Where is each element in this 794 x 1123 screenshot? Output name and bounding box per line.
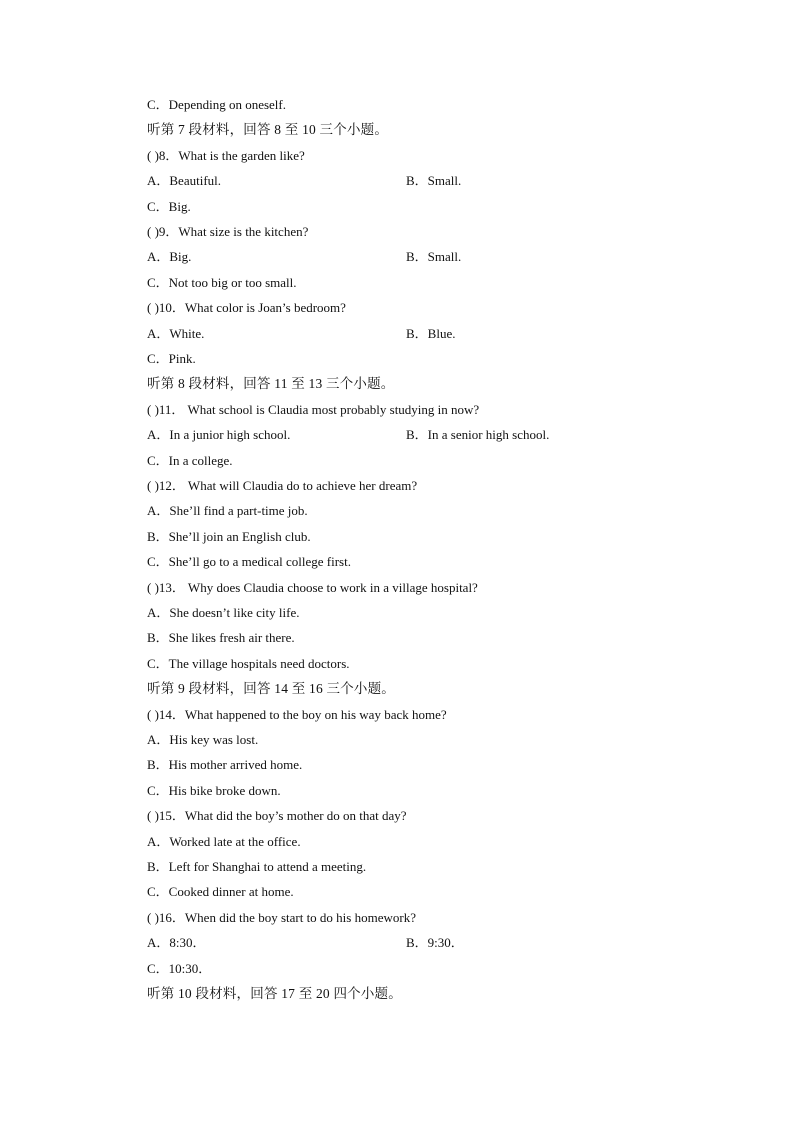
question-line	[147, 781, 281, 801]
question-line	[147, 171, 462, 191]
line-text: ( )8．What is the garden like?	[147, 147, 305, 163]
line-text: C．In a college.	[147, 452, 233, 468]
question-line	[147, 298, 346, 318]
question-line	[147, 349, 196, 369]
line-text: C．Big.	[147, 198, 191, 214]
line-text: A．She doesn’t like city life.	[147, 605, 300, 620]
question-line	[147, 197, 191, 217]
line-text: B．She likes fresh air there.	[147, 630, 295, 646]
section-heading	[147, 984, 402, 1004]
line-text: ( )10．What color is Joan’s bedroom?	[147, 300, 346, 316]
line-text: C．10:30．	[147, 960, 212, 976]
line-text: 听第 7 段材料，回答 8 至 10 三个小题。	[147, 122, 389, 138]
question-line	[147, 654, 350, 674]
line-text: C．Not too big or too small.	[147, 274, 297, 290]
question-line	[147, 959, 211, 979]
line-text: A．Beautiful.	[147, 173, 222, 189]
question-line	[147, 730, 258, 750]
line-text: A．Big.	[147, 249, 192, 265]
line-text: A．She’ll find a part-time job.	[147, 503, 308, 519]
question-line	[147, 705, 447, 725]
question-line	[147, 552, 351, 572]
line-text: ( )15．What did the boy’s mother do on that day?	[147, 808, 407, 824]
line-text: C．Pink.	[147, 351, 196, 366]
section-heading	[147, 374, 395, 394]
question-line	[147, 527, 311, 547]
question-line	[147, 908, 416, 928]
question-line	[147, 95, 286, 115]
question-line	[147, 578, 478, 598]
question-line	[147, 324, 456, 344]
question-line	[147, 425, 550, 445]
option-b: B．Small.	[406, 249, 462, 265]
line-text: A．His key was lost.	[147, 732, 259, 747]
line-text: 听第 9 段材料，回答 14 至 16 三个小题。	[147, 681, 395, 697]
line-text: ( )16．When did the boy start to do his homework?	[147, 909, 416, 925]
line-text: 听第 8 段材料，回答 11 至 13 三个小题。	[147, 376, 395, 392]
line-text: A．In a junior high school.	[147, 427, 291, 443]
line-text: ( )14．What happened to the boy on his way back home?	[147, 706, 447, 722]
question-line	[147, 882, 294, 902]
line-text: ( )11． What school is Claudia most probably studying in now?	[147, 401, 480, 417]
line-text: C．Cooked dinner at home.	[147, 884, 294, 900]
section-heading	[147, 679, 395, 699]
line-text: ( )13． Why does Claudia choose to work in a village hospital?	[147, 579, 478, 595]
section-heading	[147, 120, 388, 140]
question-line	[147, 755, 302, 775]
question-line	[147, 857, 366, 877]
line-text: A．8:30．	[147, 935, 206, 951]
line-text: A．Worked late at the office.	[147, 833, 301, 849]
option-b: B．Small.	[406, 173, 462, 189]
line-text: B．She’ll join an English club.	[147, 528, 311, 544]
option-b: B．In a senior high school.	[406, 427, 550, 443]
option-b: B．Blue.	[406, 325, 456, 341]
line-text: B．His mother arrived home.	[147, 757, 303, 773]
line-text: ( )12． What will Claudia do to achieve her dream?	[147, 478, 418, 493]
question-line	[147, 603, 299, 623]
line-text: C．Depending on oneself.	[147, 97, 287, 112]
question-line	[147, 501, 308, 521]
line-text: ( )9．What size is the kitchen?	[147, 224, 309, 239]
question-line	[147, 146, 305, 166]
option-b: B．9:30．	[406, 935, 464, 951]
question-line	[147, 933, 464, 953]
question-line	[147, 451, 233, 471]
question-line	[147, 476, 417, 496]
line-text: C．His bike broke down.	[147, 782, 281, 798]
question-line	[147, 222, 308, 242]
question-line	[147, 400, 479, 420]
question-line	[147, 273, 297, 293]
question-line	[147, 832, 301, 852]
question-line	[147, 628, 295, 648]
line-text: 听第 10 段材料，回答 17 至 20 四个小题。	[147, 986, 402, 1001]
question-line	[147, 806, 407, 826]
line-text: C．The village hospitals need doctors.	[147, 655, 350, 671]
line-text: A．White.	[147, 325, 205, 341]
question-line	[147, 247, 462, 267]
line-text: B．Left for Shanghai to attend a meeting.	[147, 859, 367, 874]
line-text: C．She’ll go to a medical college first.	[147, 554, 351, 570]
